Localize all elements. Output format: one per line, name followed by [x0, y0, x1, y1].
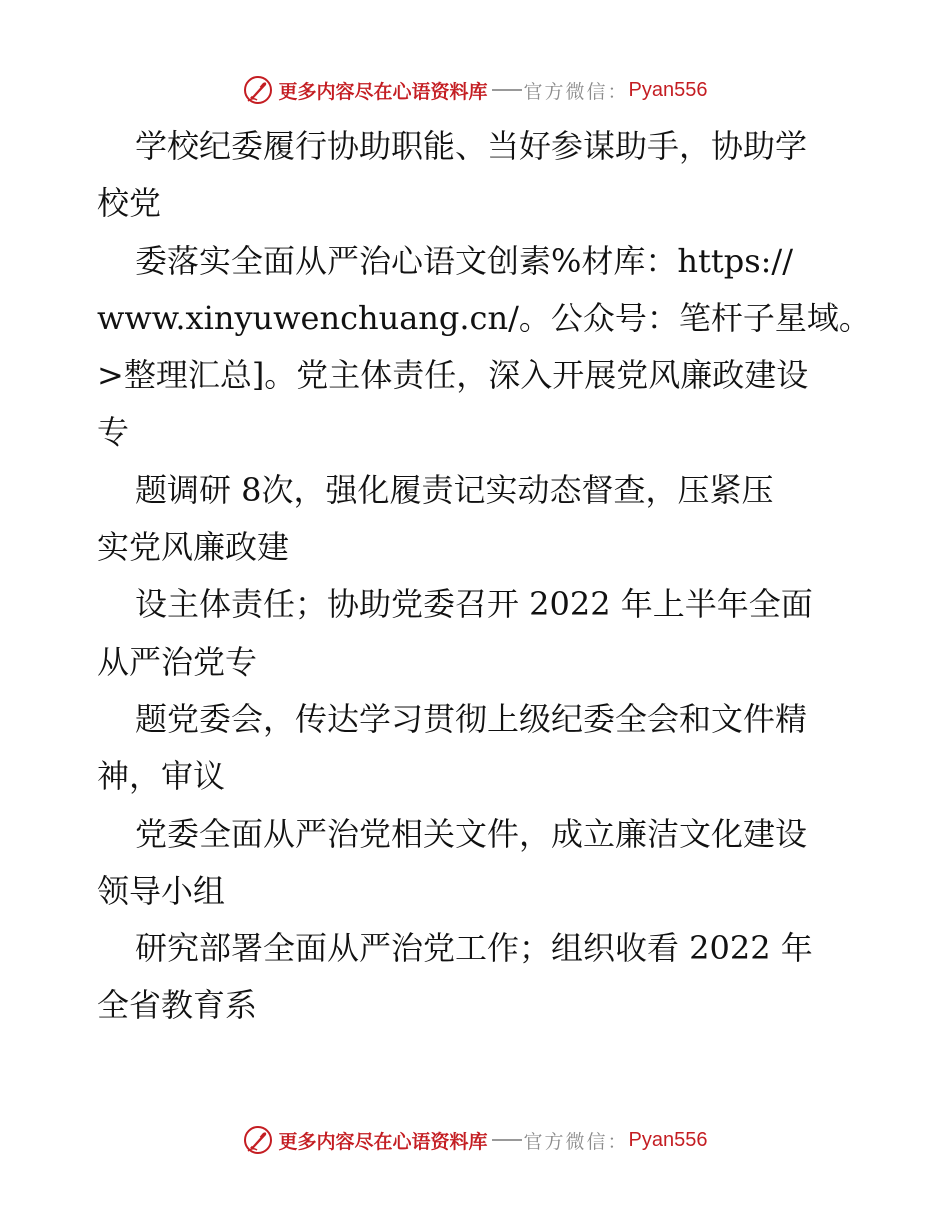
body-line: 设主体责任；协助党委召开 2022 年上半年全面 — [135, 585, 813, 624]
quill-pen-logo-icon — [243, 75, 273, 105]
body-line: 专 — [97, 413, 130, 452]
body-line: 委落实全面从严治心语文创素%材库：https:// — [135, 241, 793, 280]
body-line: >整理汇总]。党主体责任，深入开展党风廉政建设 — [97, 356, 809, 395]
body-line: 领导小组 — [97, 871, 226, 910]
body-line: 研究部署全面从严治党工作；组织收看 2022 年 — [135, 929, 813, 968]
quill-pen-logo-icon — [243, 1125, 273, 1155]
header-watermark-banner — [0, 70, 950, 110]
body-line: 全省教育系 — [97, 986, 258, 1025]
watermark-wechat-id: Pyan556 — [628, 78, 708, 101]
body-line: www.xinyuwenchuang.cn/。公众号：笔杆子星域。 — [97, 298, 871, 337]
watermark-main-text: 更多内容尽在心语资料库 — [278, 1130, 488, 1153]
watermark-official-label: 官方微信： — [523, 1130, 629, 1153]
body-line: 实党风廉政建 — [97, 528, 290, 567]
watermark-separator — [492, 89, 522, 91]
body-line: 学校纪委履行协助职能、当好参谋助手，协助学 — [135, 127, 808, 165]
footer-watermark-banner — [0, 1120, 950, 1160]
body-line: 校党 — [97, 184, 162, 223]
body-line: 题党委会，传达学习贯彻上级纪委全会和文件精 — [135, 699, 808, 738]
watermark-main-text: 更多内容尽在心语资料库 — [278, 80, 488, 103]
watermark-separator — [492, 1139, 522, 1141]
watermark-official-label: 官方微信： — [523, 80, 629, 103]
body-line: 神，审议 — [97, 757, 226, 796]
body-line: 党委全面从严治党相关文件，成立廉洁文化建设 — [135, 814, 808, 853]
document-body — [97, 118, 871, 1035]
watermark-wechat-id: Pyan556 — [628, 1128, 708, 1151]
body-line: 题调研 8次，强化履责记实动态督查，压紧压 — [135, 470, 774, 509]
body-line: 从严治党专 — [97, 642, 258, 681]
